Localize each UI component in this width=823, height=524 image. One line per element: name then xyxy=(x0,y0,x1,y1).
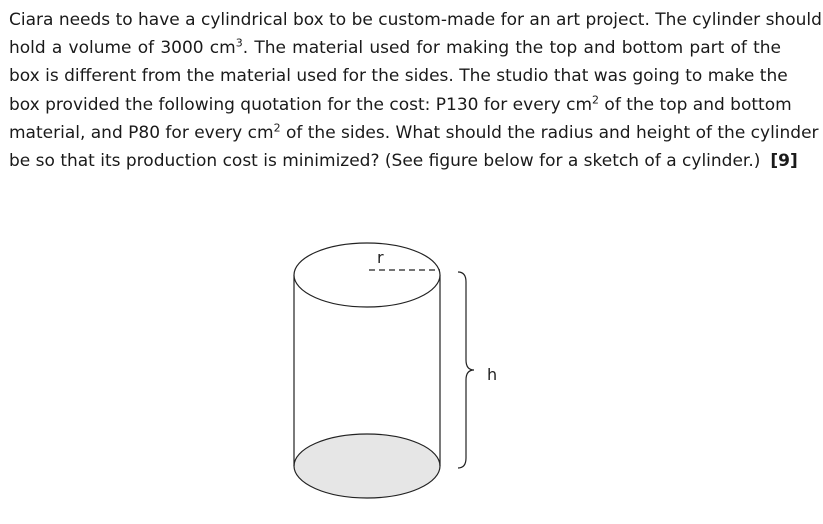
cylinder-diagram xyxy=(280,230,540,520)
height-brace xyxy=(458,272,474,468)
cubic-exponent: 3 xyxy=(235,36,243,50)
problem-line-4 xyxy=(9,91,792,119)
radius-label: r xyxy=(377,248,384,267)
cylinder-figure xyxy=(280,230,540,520)
height-label: h xyxy=(487,365,498,384)
volume-text: hold a volume of 3000 cm xyxy=(9,38,236,59)
problem-line-6 xyxy=(9,147,798,175)
problem-line-2 xyxy=(9,34,781,62)
top-bottom-cost-text: box provided the following quotation for the cost: P130 for every cm xyxy=(9,94,593,115)
cylinder-bottom-ellipse xyxy=(294,434,440,498)
problem-line-1: Ciara needs to have a cylindrical box to be custom-made for an art project. The cylinder should xyxy=(9,10,822,30)
problem-line-5-rest: of the sides. What should the radius and height of the cylinder xyxy=(280,122,819,143)
problem-line-2-rest: . The material used for making the top and bottom part of the xyxy=(242,38,781,59)
square-exponent-1: 2 xyxy=(592,92,600,106)
square-exponent-2: 2 xyxy=(273,121,281,135)
question-text: be so that its production cost is minimized? (See figure below for a sketch of a cylinder.) xyxy=(9,151,761,172)
cylinder-top-ellipse xyxy=(294,243,440,307)
problem-line-3: box is different from the material used for the sides. The studio that was going to make the xyxy=(9,66,788,87)
problem-statement xyxy=(9,6,822,175)
marks-badge: [9] xyxy=(770,151,798,172)
problem-line-4-rest: of the top and bottom xyxy=(599,94,792,115)
problem-line-5 xyxy=(9,119,819,147)
side-cost-text: material, and P80 for every cm xyxy=(9,122,274,143)
